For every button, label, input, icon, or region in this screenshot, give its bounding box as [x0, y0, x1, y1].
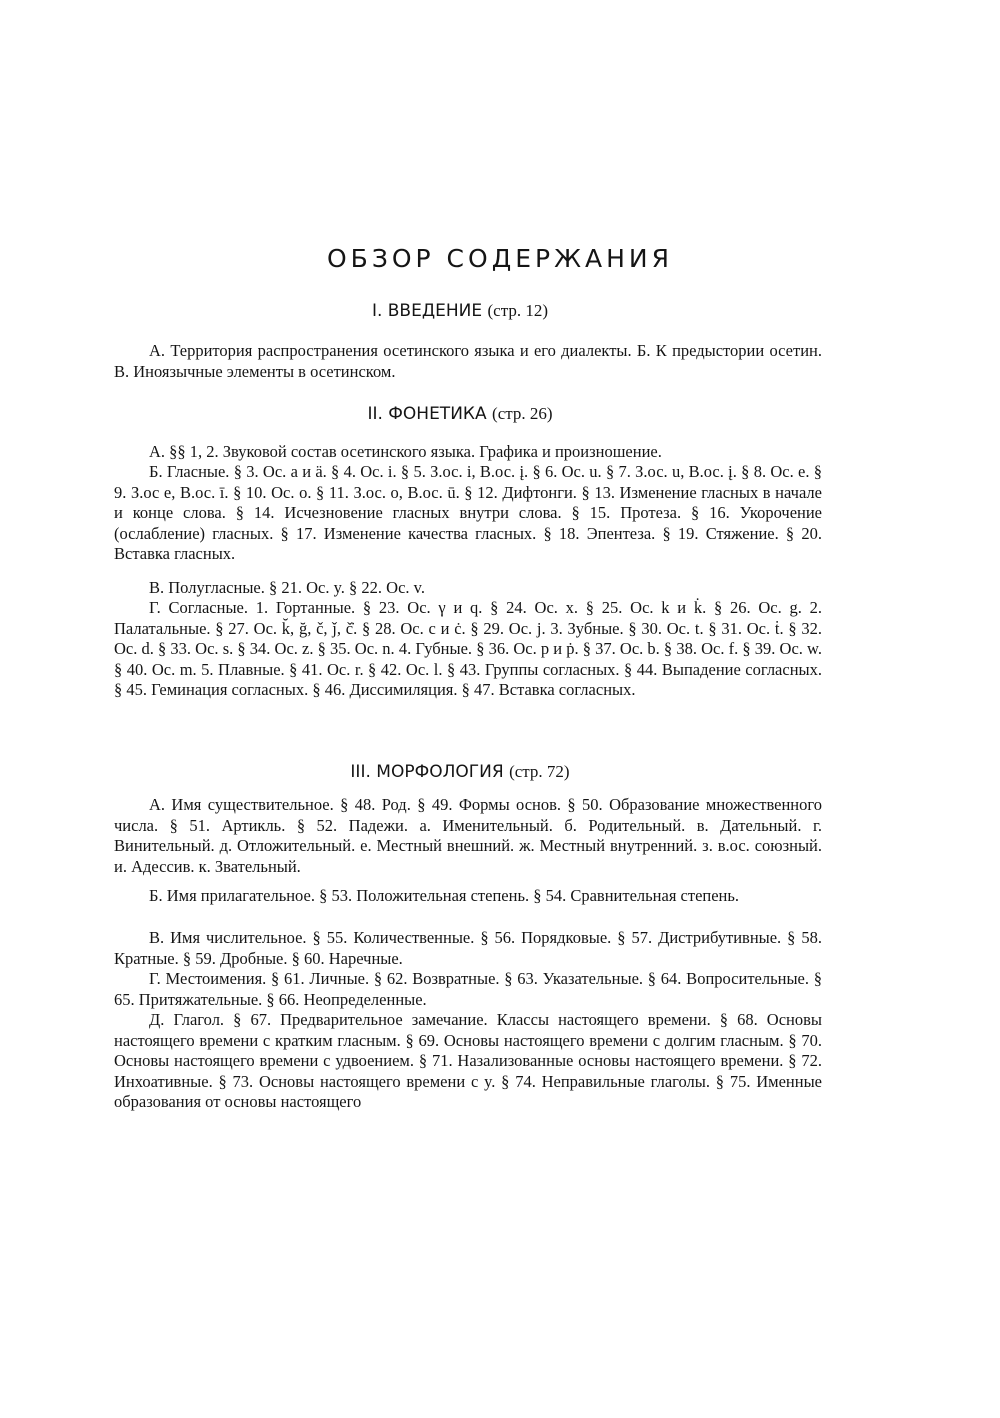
section-pages: (стр. 26) — [492, 404, 553, 423]
section-heading-morphology — [0, 762, 920, 782]
section-pages: (стр. 72) — [509, 762, 570, 781]
section-pages: (стр. 12) — [487, 301, 549, 320]
section-paragraph: Г. Согласные. 1. Гортанные. § 23. Ос. γ и q. § 24. Ос. x. § 25. Ос. k и k̇. § 26. Ос. g. 2. Палатальные. § 27. Ос. k̆, ğ, č, ǰ, č̇. § 28. Ос. c и ċ. § 29. Ос. j. 3. Зубные. § 30. Ос. t. § 31. Ос. ṫ. § 32. Ос. d. § 33. Ос. s. § 34. Ос. z. § 35. Ос. n. 4. Губные. § 36. Ос. p и ṗ. § 37. Ос. b. § 38. Ос. f. § 39. Ос. w. § 40. Ос. m. 5. Плавные. § 41. Ос. r. § 42. Ос. l. § 43. Группы согласных. § 44. Выпадение согласных. § 45. Геминация согласных. § 46. Диссимиляция. § 47. Вставка согласных. — [114, 598, 822, 700]
section-paragraph: Г. Местоимения. § 61. Личные. § 62. Возвратные. § 63. Указательные. § 64. Вопросительные. § 65. Притяжательные. § 66. Неопределенные. — [114, 969, 822, 1009]
section-heading-phonetics — [0, 404, 920, 424]
section-paragraph: В. Имя числительное. § 55. Количественные. § 56. Порядковые. § 57. Дистрибутивные. § 58. Кратные. § 59. Дробные. § 60. Наречные. — [114, 928, 822, 968]
section-title: III. МОРФОЛОГИЯ — [350, 762, 504, 782]
section-heading-introduction — [0, 301, 920, 321]
section-paragraph: В. Полугласные. § 21. Ос. y. § 22. Ос. v. — [149, 578, 425, 597]
section-paragraph: Б. Гласные. § 3. Ос. a и ä. § 4. Ос. i. § 5. З.ос. i, В.ос. į. § 6. Ос. u. § 7. З.ос. u, В.ос. į. § 8. Ос. e. § 9. З.ос e, В.ос. ī. § 10. Ос. o. § 11. З.ос. o, В.ос. ū. § 12. Дифтонги. § 13. Изменение гласных в начале и конце слова. § 14. Исчезновение гласных внутри слова. § 15. Протеза. § 16. Укорочение (ослабление) гласных. § 17. Изменение качества гласных. § 18. Эпентеза. § 19. Стяжение. § 20. Вставка гласных. — [114, 462, 822, 564]
section-paragraph: А. §§ 1, 2. Звуковой состав осетинского языка. Графика и произношение. — [149, 442, 662, 461]
section-paragraph: Д. Глагол. § 67. Предварительное замечание. Классы настоящего времени. § 68. Основы настоящего времени с кратким гласным. § 69. Основы настоящего времени с долгим гласным. § 70. Основы настоящего времени с удвоением. § 71. Назализованные основы настоящего времени. § 72. Инхоативные. § 73. Основы настоящего времени с y. § 74. Неправильные глаголы. § 75. Именные образования от основы настоящего — [114, 1010, 822, 1112]
section-paragraph: А. Имя существительное. § 48. Род. § 49. Формы основ. § 50. Образование множественного числа. § 51. Артикль. § 52. Падежи. а. Именительный. б. Родительный. в. Дательный. г. Винительный. д. Отложительный. е. Местный внешний. ж. Местный внутренний. з. в.ос. союзный. и. Адессив. к. Звательный. — [114, 795, 822, 876]
section-title: I. ВВЕДЕНИЕ — [371, 301, 483, 321]
page-title: ОБЗОР СОДЕРЖАНИЯ — [327, 244, 673, 273]
section-paragraph: Б. Имя прилагательное. § 53. Положительная степень. § 54. Сравнительная степень. — [149, 886, 740, 905]
section-title: II. ФОНЕТИКА — [367, 404, 487, 424]
section-paragraph: А. Территория распространения осетинского языка и его диалекты. Б. К предыстории осетин. В. Иноязычные элементы в осетинском. — [114, 341, 822, 381]
